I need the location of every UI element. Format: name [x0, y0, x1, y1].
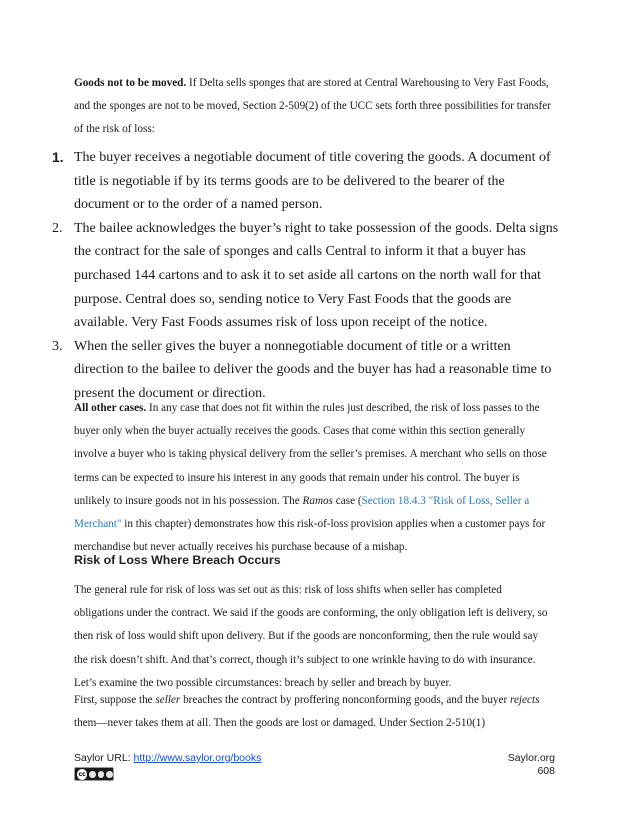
- first-suppose-text-1: First, suppose the: [74, 694, 156, 706]
- attribution-icon: [89, 771, 96, 778]
- section-heading: Risk of Loss Where Breach Occurs: [74, 553, 281, 567]
- footer-url-label: Saylor URL:: [74, 752, 134, 764]
- list-text: When the seller gives the buyer a nonnegotiable document of title or a written direction to the bailee to deliver the goods and the buyer has had a reasonable time to present the document or direction.: [74, 338, 552, 401]
- all-other-text-2: case (: [332, 494, 362, 507]
- cc-icon: cc: [78, 770, 86, 778]
- goods-not-moved-text: If Delta sells sponges that are stored at Central Warehousing to Very Fast Foods, and the sponges are not to be moved, Section 2-509(2) of the UCC sets forth three possibilities for transfer of the risk of loss:: [74, 77, 551, 136]
- creative-commons-badge: [74, 767, 114, 781]
- footer-site-name: Saylor.org: [507, 752, 555, 764]
- list-number: 1.: [52, 149, 64, 165]
- all-other-cases-paragraph: [74, 397, 554, 559]
- goods-not-moved-paragraph: [74, 72, 554, 142]
- list-number: 3.: [52, 338, 63, 354]
- list-item: [52, 335, 562, 406]
- ramos-case-name: Ramos: [302, 494, 333, 507]
- general-rule-paragraph: The general rule for risk of loss was set out as this: risk of loss shifts when seller has completed obligations under the contract. We said if the goods are conforming, the only obligation left is delivery, so then risk of loss would shift upon delivery. But if the goods are nonconforming, then the rule would say the risk doesn’t shift. And that’s correct, though it’s subject to one wrinkle having to do with insurance. Let’s examine the two possible circumstances: breach by seller and breach by buyer.: [74, 584, 548, 689]
- risk-transfer-list: [52, 146, 562, 406]
- list-number: 2.: [52, 220, 63, 236]
- saylor-books-link[interactable]: http://www.saylor.org/books: [133, 752, 262, 764]
- page-number: 608: [537, 765, 555, 777]
- footer-url-line: [74, 752, 261, 764]
- sharealike-icon: [106, 771, 113, 778]
- seller-italic: seller: [155, 694, 181, 706]
- rejects-italic: rejects: [510, 694, 540, 706]
- goods-not-moved-heading: Goods not to be moved.: [74, 77, 187, 89]
- first-suppose-paragraph: [74, 689, 554, 735]
- all-other-text-3: in this chapter) demonstrates how this risk-of-loss provision applies when a customer pays for merchandise but never actually receives his purchase because of a mishap.: [74, 518, 546, 554]
- first-suppose-text-3: them—never takes them at all. Then the goods are lost or damaged. Under Section 2-510(1): [74, 717, 486, 730]
- all-other-cases-heading: All other cases.: [74, 402, 147, 414]
- first-suppose-text-2: breaches the contract by proffering nonconforming goods, and the buyer: [180, 694, 511, 706]
- noncommercial-icon: [98, 771, 105, 778]
- all-other-text-1: In any case that does not fit within the rules just described, the risk of loss passes to the buyer only when the buyer actually receives the goods. Cases that come within this section generally involve a buyer who is taking physical delivery from the seller’s premises. A merchant who sells on those terms can be expected to insure his interest in any goods that remain under his control. The buyer is unlikely to insure goods not in his possession. The: [74, 402, 547, 507]
- list-item: [52, 217, 562, 335]
- list-item: [52, 146, 562, 217]
- section-link[interactable]: Section 18.4.3 "Risk of Loss, Seller a Merchant": [74, 494, 530, 531]
- list-text: The bailee acknowledges the buyer’s right to take possession of the goods. Delta signs the contract for the sale of sponges and calls Central to inform it that a buyer has purchased 144 cartons and to ask it to set aside all cartons on the north wall for that purpose. Central does so, sending notice to Very Fast Foods that the goods are available. Very Fast Foods assumes risk of loss upon receipt of the notice.: [74, 220, 559, 331]
- list-text: The buyer receives a negotiable document of title covering the goods. A document of title is negotiable if by its terms goods are to be delivered to the bearer of the document or to the order of a named person.: [74, 150, 551, 213]
- footer-site-block: [508, 752, 555, 778]
